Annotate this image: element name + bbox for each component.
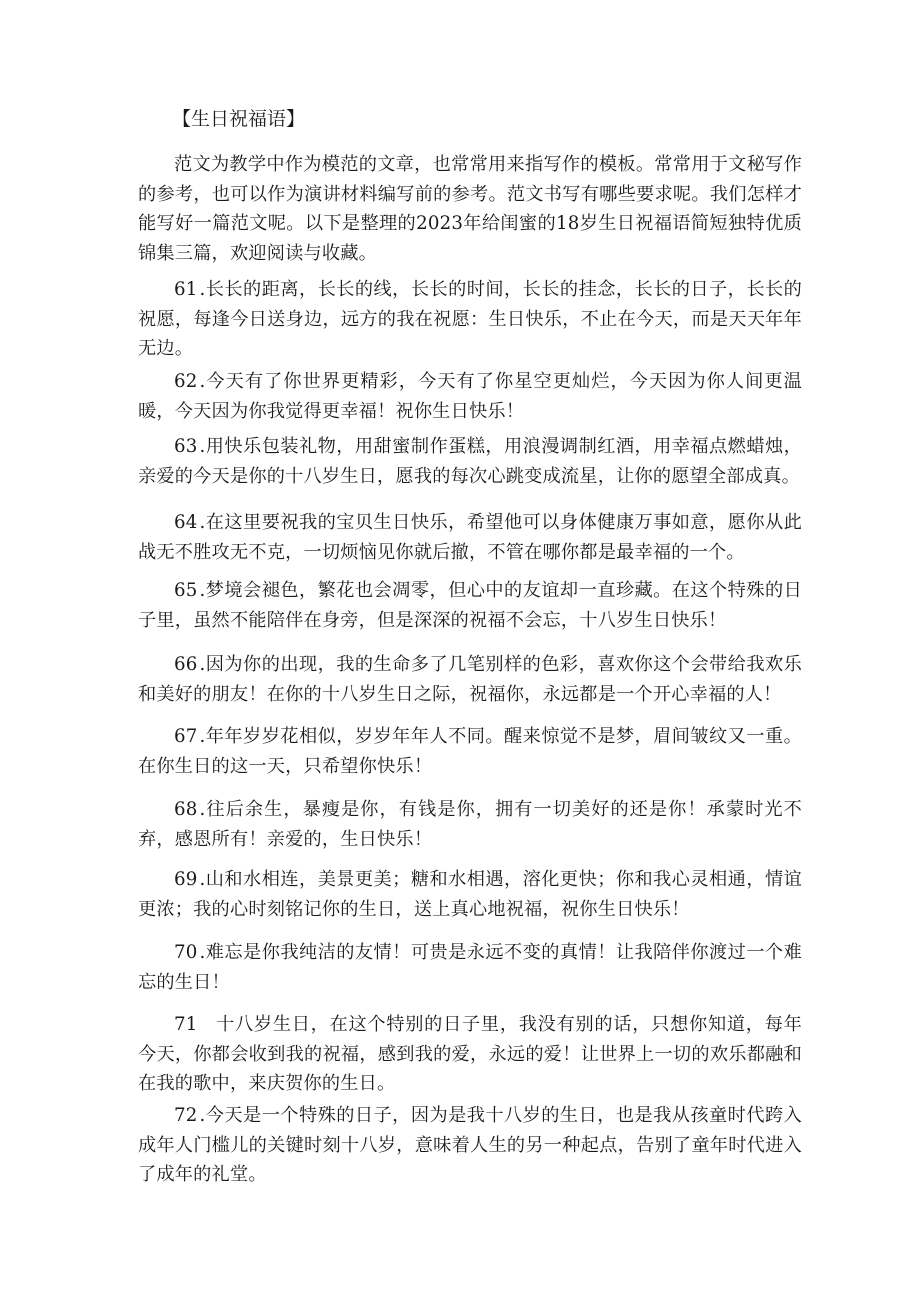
wish-item-71: [138, 1010, 802, 1099]
wish-text: .在这里要祝我的宝贝生日快乐，希望他可以身体健康万事如意，愿你从此战无不胜攻无不克，一切烦恼见你就后撤，不管在哪你都是最幸福的一个。: [138, 512, 802, 563]
wish-text: .因为你的出现，我的生命多了几笔别样的色彩，喜欢你这个会带给我欢乐和美好的朋友！在你的十八岁生日之际，祝福你，永远都是一个开心幸福的人！: [138, 654, 802, 705]
wish-item-63: [138, 432, 802, 491]
wish-number: 61: [174, 279, 198, 300]
wish-number: 69: [174, 869, 198, 890]
wish-text: .梦境会褪色，繁花也会凋零，但心中的友谊却一直珍藏。在这个特殊的日子里，虽然不能陪伴在身旁，但是深深的祝福不会忘，十八岁生日快乐！: [138, 580, 802, 631]
wish-item-61: [138, 275, 802, 364]
wish-number: 67: [174, 726, 198, 747]
wish-number: 63: [174, 436, 198, 457]
wish-number: 66: [174, 654, 198, 675]
wish-item-69: [138, 865, 802, 924]
wish-item-68: [138, 795, 802, 854]
wish-text: .长长的距离，长长的线，长长的时间，长长的挂念，长长的日子，长长的祝愿，每逢今日送身边，远方的我在祝愿：生日快乐，不止在今天，而是天天年年无边。: [138, 279, 802, 359]
wish-item-66: [138, 650, 802, 709]
wish-text: .今天是一个特殊的日子，因为是我十八岁的生日，也是我从孩童时代跨入成年人门槛儿的关键时刻十八岁，意味着人生的另一种起点，告别了童年时代进入了成年的礼堂。: [138, 1105, 802, 1185]
wish-item-64: [138, 508, 802, 567]
wish-text: 十八岁生日，在这个特别的日子里，我没有别的话，只想你知道，每年今天，你都会收到我的祝福，感到我的爱，永远的爱！让世界上一切的欢乐都融和在我的歌中，来庆贺你的生日。: [138, 1014, 802, 1094]
wish-number: 64: [174, 512, 198, 533]
wish-number: 65: [174, 580, 198, 601]
wish-text: .山和水相连，美景更美；糖和水相遇，溶化更快；你和我心灵相通，情谊更浓；我的心时刻铭记你的生日，送上真心地祝福，祝你生日快乐！: [138, 869, 802, 920]
wish-text: .用快乐包装礼物，用甜蜜制作蛋糕，用浪漫调制红酒，用幸福点燃蜡烛，亲爱的今天是你的十八岁生日，愿我的每次心跳变成流星，让你的愿望全部成真。: [138, 436, 802, 487]
intro-paragraph: 范文为教学中作为模范的文章，也常常用来指写作的模板。常常用于文秘写作的参考，也可以作为演讲材料编写前的参考。范文书写有哪些要求呢。我们怎样才能写好一篇范文呢。以下是整理的2023年给闺蜜的18岁生日祝福语简短独特优质锦集三篇，欢迎阅读与收藏。: [138, 154, 802, 264]
wish-text: .难忘是你我纯洁的友情！可贵是永远不变的真情！让我陪伴你渡过一个难忘的生日！: [138, 942, 802, 993]
wish-number: 71: [174, 1014, 198, 1035]
wish-text: .今天有了你世界更精彩，今天有了你星空更灿烂，今天因为你人间更温暖，今天因为你我觉得更幸福！祝你生日快乐！: [138, 371, 802, 422]
wish-item-70: [138, 938, 802, 997]
wish-text: .年年岁岁花相似，岁岁年年人不同。醒来惊觉不是梦，眉间皱纹又一重。在你生日的这一天，只希望你快乐！: [138, 726, 802, 777]
wish-number: 70: [174, 942, 198, 963]
wish-item-72: [138, 1101, 802, 1190]
document-heading: 【生日祝福语】: [172, 108, 306, 130]
wish-item-62: [138, 367, 802, 426]
wish-item-65: [138, 576, 802, 635]
wish-number: 62: [174, 371, 198, 392]
wish-number: 68: [174, 799, 198, 820]
wish-item-67: [138, 722, 802, 781]
wish-text: .往后余生，暴瘦是你，有钱是你，拥有一切美好的还是你！承蒙时光不弃，感恩所有！亲爱的，生日快乐！: [138, 799, 802, 850]
wish-number: 72: [174, 1105, 198, 1126]
